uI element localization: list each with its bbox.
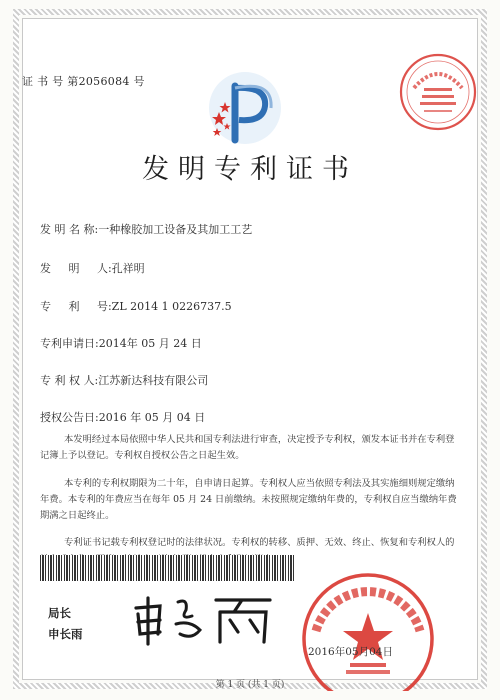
announcement-date-label: 授权公告日:: [40, 411, 99, 424]
filing-date-row: [40, 335, 202, 351]
page-indicator: 第 1 页 (共 1 页): [215, 680, 285, 690]
filing-date-label: 专利申请日:: [40, 337, 99, 350]
patentee-label: 专 利 权 人:: [40, 374, 99, 387]
certificate-title: 发明专利证书: [142, 154, 358, 185]
handwritten-signature-icon: [130, 590, 280, 646]
small-official-seal-icon: [398, 52, 478, 132]
body-paragraph: 本发明经过本局依照中华人民共和国专利法进行审查，决定授予专利权，颁发本证书并在专利登记簿上予以登记。专利权自授权公告之日起生效。: [40, 434, 455, 462]
patentee-row: [40, 372, 208, 388]
signature-name: 申长雨: [48, 627, 83, 641]
invention-name-row: [40, 221, 252, 237]
invention-name-label: 发 明 名 称:: [40, 223, 99, 236]
inventor-label: 发 明 人:: [40, 262, 112, 275]
announcement-date-row: [40, 409, 205, 425]
signature-role: 局长: [48, 606, 71, 620]
inventor-value: 孔祥明: [111, 262, 145, 275]
cnipa-logo-icon: [205, 68, 285, 148]
patent-number-value: ZL 2014 1 0226737.5: [111, 300, 232, 313]
announcement-date-value: 2016 年 05 月 04 日: [98, 411, 206, 424]
inventor-row: [40, 260, 145, 276]
certificate-number: 证 书 号 第2056084 号: [22, 75, 145, 88]
seal-date: 2016年05月04日: [308, 646, 393, 658]
barcode: [40, 555, 295, 581]
patent-number-label: 专 利 号:: [40, 300, 112, 313]
patentee-value: 江苏新达科技有限公司: [98, 374, 209, 387]
body-paragraph: 本专利的专利权期限为二十年，自申请日起算。专利权人应当依照专利法及其实施细则规定缴纳年费。本专利的年费应当在每年 05 月 24 日前缴纳。未按照规定缴纳年费的，专利权自应当缴纳年费期满之日起终止。: [40, 477, 457, 522]
body-paragraph: 专利证书记载专利权登记时的法律状况。专利权的转移、质押、无效、终止、恢复和专利权人的: [64, 537, 455, 549]
invention-name-value: 一种橡胶加工设备及其加工工艺: [98, 223, 253, 236]
patent-number-row: [40, 298, 232, 314]
official-seal-icon: [290, 573, 446, 691]
filing-date-value: 2014年 05 月 24 日: [98, 337, 202, 350]
